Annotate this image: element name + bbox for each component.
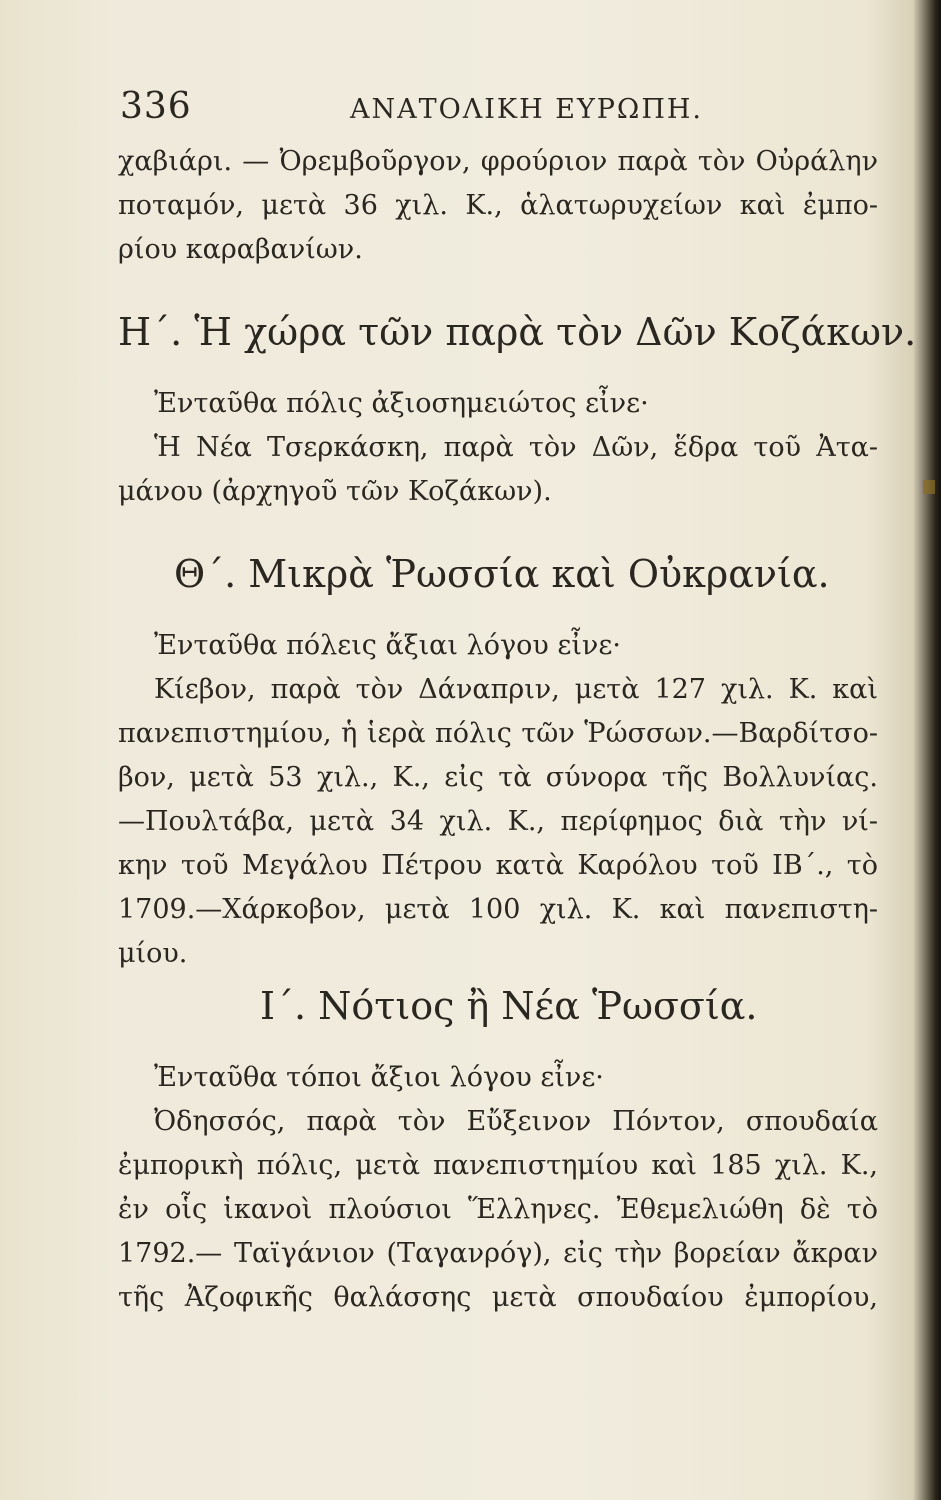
section-i bbox=[118, 976, 878, 1320]
text-line: μίου. bbox=[118, 938, 188, 969]
text-line: Ἐνταῦθα πόλις ἀξιοσημειώτος εἶνε· bbox=[154, 388, 649, 419]
text-line: τῆς Ἀζοφικῆς θαλάσσης μετὰ σπουδαίου ἐμπορίου, bbox=[118, 1282, 878, 1313]
text-line: μάνου (ἀρχηγοῦ τῶν Κοζάκων). bbox=[118, 476, 552, 507]
text-line: Ἐνταῦθα πόλεις ἄξιαι λόγου εἶνε· bbox=[154, 630, 621, 661]
section-h bbox=[118, 302, 917, 514]
page-body bbox=[118, 140, 917, 1320]
section-theta bbox=[118, 544, 878, 976]
page-edge-mark bbox=[923, 480, 935, 494]
text-line: —Πουλτάβα, μετὰ 34 χιλ. Κ., περίφημος διὰ τὴν νί- bbox=[118, 806, 878, 837]
section-heading: Ι΄. Νότιος ἢ Νέα Ῥωσσία. bbox=[260, 984, 758, 1028]
text-line: ποταμόν, μετὰ 36 χιλ. Κ., ἁλατωρυχείων καὶ ἐμπο- bbox=[118, 190, 878, 221]
section-heading: Θ΄. Μικρὰ Ῥωσσία καὶ Οὐκρανία. bbox=[174, 552, 830, 596]
text-line: ἐμπορικὴ πόλις, μετὰ πανεπιστημίου καὶ 185 χιλ. Κ., bbox=[118, 1150, 878, 1181]
text-line: χαβιάρι. — Ὀρεμβοῦργον, φρούριον παρὰ τὸν Οὐράλην bbox=[118, 146, 878, 177]
section-heading: Η΄. Ἡ χώρα τῶν παρὰ τὸν Δῶν Κοζάκων. bbox=[118, 310, 917, 354]
text-line: ἐν οἷς ἱκανοὶ πλούσιοι Ἕλληνες. Ἐθεμελιώθη δὲ τὸ bbox=[118, 1194, 878, 1225]
text-line: κην τοῦ Μεγάλου Πέτρου κατὰ Καρόλου τοῦ ΙΒ΄., τὸ bbox=[118, 850, 878, 881]
page-header bbox=[120, 80, 870, 130]
text-line: Ἐνταῦθα τόποι ἄξιοι λόγου εἶνε· bbox=[154, 1062, 604, 1093]
text-line: Ὀδησσός, παρὰ τὸν Εὔξεινον Πόντον, σπουδαία bbox=[154, 1106, 878, 1137]
intro-paragraph bbox=[118, 140, 878, 272]
text-line: 1709.—Χάρκοβον, μετὰ 100 χιλ. Κ. καὶ πανεπιστη- bbox=[118, 894, 878, 925]
running-head: ΑΝΑΤΟΛΙΚΗ ΕΥΡΩΠΗ. bbox=[350, 94, 703, 125]
page-number: 336 bbox=[120, 86, 192, 127]
text-line: 1792.— Ταϊγάνιον (Ταγανρόγ), εἰς τὴν βορείαν ἄκραν bbox=[118, 1238, 878, 1269]
text-line: ρίου καραβανίων. bbox=[118, 234, 363, 265]
text-line: Ἡ Νέα Τσερκάσκη, παρὰ τὸν Δῶν, ἕδρα τοῦ Ἀτα- bbox=[154, 432, 878, 463]
text-line: πανεπιστημίου, ἡ ἱερὰ πόλις τῶν Ῥώσσων.—Βαρδίτσο- bbox=[118, 718, 878, 749]
text-line: Κίεβον, παρὰ τὸν Δάναπριν, μετὰ 127 χιλ. Κ. καὶ bbox=[154, 674, 878, 705]
text-line: βον, μετὰ 53 χιλ., Κ., εἰς τὰ σύνορα τῆς Βολλυνίας. bbox=[118, 762, 878, 793]
